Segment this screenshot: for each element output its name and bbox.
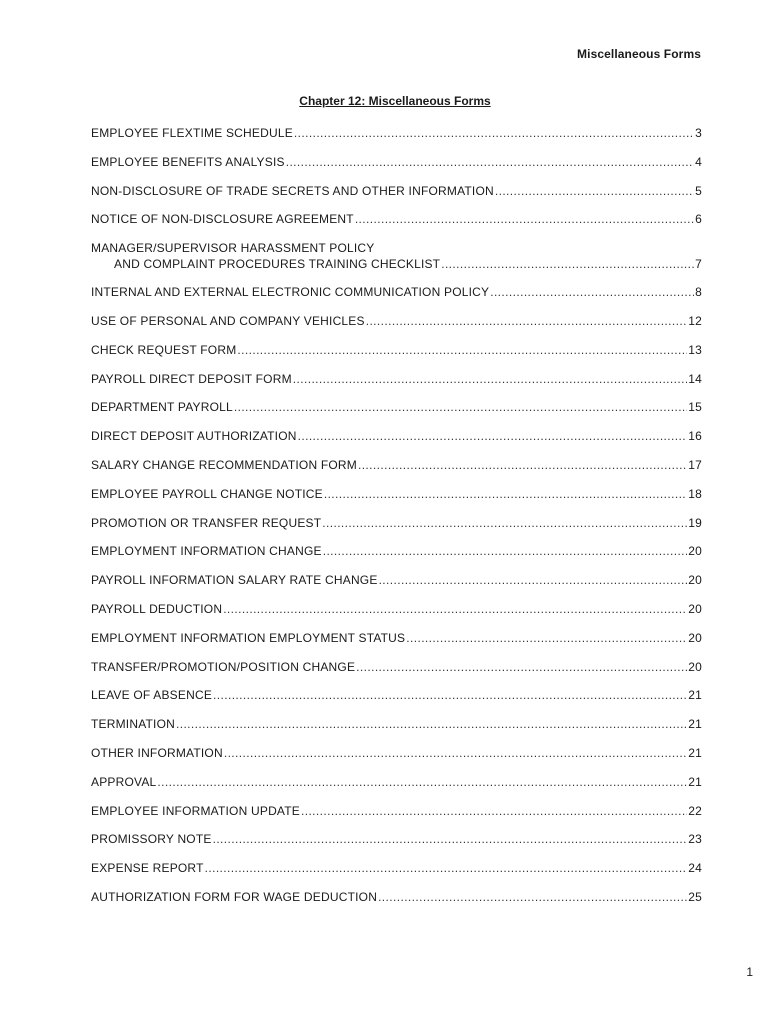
toc-entry-expense-report[interactable] (91, 861, 702, 876)
toc-entry-page: 15 (688, 400, 702, 415)
toc-entry-page: 16 (688, 429, 702, 444)
dot-leader (234, 400, 687, 415)
toc-entry-title: INTERNAL AND EXTERNAL ELECTRONIC COMMUNICATION POLICY (91, 285, 490, 300)
dot-leader (237, 343, 687, 358)
toc-entry-title: LEAVE OF ABSENCE (91, 688, 213, 703)
toc-entry-promotion-transfer-request[interactable] (91, 516, 702, 531)
toc-entry-approval[interactable] (91, 775, 702, 790)
toc-entry-page: 4 (695, 154, 702, 169)
toc-entry-page: 20 (688, 544, 702, 559)
dot-leader (205, 861, 688, 876)
page-number: 1 (746, 965, 753, 979)
toc-entry-page: 25 (688, 889, 702, 904)
dot-leader (298, 429, 688, 444)
dot-leader (356, 660, 687, 675)
dot-leader (224, 746, 687, 761)
toc-entry-employment-information-change[interactable] (91, 544, 702, 559)
dot-leader (223, 602, 687, 617)
toc-entry-leave-of-absence[interactable] (91, 688, 702, 703)
toc-entry-employee-flextime-schedule[interactable] (91, 126, 702, 141)
toc-entry-page: 3 (695, 126, 702, 140)
toc-entry-page: 21 (688, 688, 702, 703)
toc-entry-title: EMPLOYMENT INFORMATION EMPLOYMENT STATUS (91, 630, 406, 645)
toc-entry-title: PAYROLL DEDUCTION (91, 601, 223, 616)
toc-entry-title: NON-DISCLOSURE OF TRADE SECRETS AND OTHER INFORMATION (91, 183, 494, 198)
toc-entry-title: EMPLOYEE PAYROLL CHANGE NOTICE (91, 486, 323, 501)
dot-leader (355, 212, 694, 227)
dot-leader (379, 573, 688, 588)
toc-entry-title: PROMISSORY NOTE (91, 832, 212, 847)
toc-entry-payroll-direct-deposit-form[interactable] (91, 372, 702, 387)
dot-leader (495, 184, 694, 199)
dot-leader (293, 372, 687, 387)
toc-entry-title: PAYROLL INFORMATION SALARY RATE CHANGE (91, 573, 378, 588)
toc-entry-title: MANAGER/SUPERVISOR HARASSMENT POLICY (91, 241, 375, 256)
toc-entry-title: PAYROLL DIRECT DEPOSIT FORM (91, 371, 292, 386)
toc-entry-termination[interactable] (91, 717, 702, 732)
toc-entry-employment-status[interactable] (91, 631, 702, 646)
table-of-contents (91, 126, 702, 919)
toc-entry-non-disclosure-trade-secrets[interactable] (91, 184, 702, 199)
toc-entry-page: 20 (688, 601, 702, 616)
toc-entry-promissory-note[interactable] (91, 832, 702, 847)
toc-entry-page: 13 (688, 342, 702, 357)
toc-entry-other-information[interactable] (91, 746, 702, 761)
dot-leader (378, 890, 687, 905)
toc-entry-title: EXPENSE REPORT (91, 861, 204, 876)
toc-entry-page: 22 (688, 803, 702, 818)
toc-entry-title: DIRECT DEPOSIT AUTHORIZATION (91, 429, 297, 444)
toc-entry-use-of-vehicles[interactable] (91, 314, 702, 329)
toc-entry-page: 20 (688, 573, 702, 588)
toc-entry-page: 18 (688, 486, 702, 501)
toc-entry-title: PROMOTION OR TRANSFER REQUEST (91, 515, 322, 530)
toc-entry-title: OTHER INFORMATION (91, 745, 223, 760)
toc-entry-employee-information-update[interactable] (91, 804, 702, 819)
toc-entry-page: 23 (688, 832, 702, 847)
toc-entry-page: 5 (695, 183, 702, 198)
toc-entry-page: 12 (688, 313, 702, 328)
toc-entry-title: SALARY CHANGE RECOMMENDATION FORM (91, 457, 357, 472)
toc-entry-department-payroll[interactable] (91, 400, 702, 415)
dot-leader (324, 487, 687, 502)
dot-leader (301, 804, 687, 819)
dot-leader (441, 257, 694, 272)
dot-leader (323, 544, 688, 559)
toc-entry-title: EMPLOYMENT INFORMATION CHANGE (91, 544, 322, 559)
dot-leader (406, 631, 687, 646)
toc-entry-payroll-deduction[interactable] (91, 602, 702, 617)
dot-leader (176, 717, 687, 732)
toc-entry-page: 21 (688, 774, 702, 789)
toc-entry-page: 14 (688, 371, 702, 386)
toc-entry-salary-change-recommendation[interactable] (91, 458, 702, 473)
toc-entry-title: TERMINATION (91, 717, 175, 732)
toc-entry-title: TRANSFER/PROMOTION/POSITION CHANGE (91, 659, 356, 674)
dot-leader (294, 126, 694, 141)
dot-leader (366, 314, 688, 329)
toc-entry-title: USE OF PERSONAL AND COMPANY VEHICLES (91, 313, 365, 328)
toc-entry-title: DEPARTMENT PAYROLL (91, 400, 233, 415)
toc-entry-harassment-policy-checklist[interactable] (91, 241, 702, 272)
toc-entry-page: 6 (695, 212, 702, 227)
chapter-title: Chapter 12: Miscellaneous Forms (299, 94, 491, 108)
dot-leader (358, 458, 687, 473)
toc-entry-title: EMPLOYEE BENEFITS ANALYSIS (91, 154, 285, 169)
toc-entry-wage-deduction-authorization[interactable] (91, 890, 702, 905)
toc-entry-title: APPROVAL (91, 774, 157, 789)
toc-entry-title: CHECK REQUEST FORM (91, 342, 237, 357)
toc-entry-title: NOTICE OF NON-DISCLOSURE AGREEMENT (91, 212, 354, 227)
toc-entry-page: 17 (688, 457, 702, 472)
toc-entry-page: 20 (688, 630, 702, 645)
running-header: Miscellaneous Forms (577, 47, 701, 61)
toc-entry-page: 21 (688, 745, 702, 760)
dot-leader (286, 155, 694, 170)
toc-entry-page: 19 (688, 515, 702, 530)
toc-entry-page: 20 (688, 659, 702, 674)
toc-entry-title-continued: AND COMPLAINT PROCEDURES TRAINING CHECKLIST (114, 257, 441, 272)
dot-leader (213, 688, 687, 703)
toc-entry-payroll-salary-rate-change[interactable] (91, 573, 702, 588)
toc-entry-page: 21 (688, 717, 702, 732)
dot-leader (157, 775, 687, 790)
toc-entry-notice-non-disclosure-agreement[interactable] (91, 212, 702, 227)
toc-entry-electronic-communication-policy[interactable] (91, 285, 702, 300)
toc-entry-title: EMPLOYEE FLEXTIME SCHEDULE (91, 126, 293, 140)
toc-entry-page: 24 (688, 861, 702, 876)
dot-leader (322, 516, 687, 531)
dot-leader (213, 832, 688, 847)
toc-entry-page: 7 (695, 257, 702, 272)
toc-entry-transfer-promotion-position[interactable] (91, 660, 702, 675)
toc-entry-employee-benefits-analysis[interactable] (91, 155, 702, 170)
toc-entry-page: 8 (695, 285, 702, 300)
dot-leader (490, 285, 694, 300)
toc-entry-title: EMPLOYEE INFORMATION UPDATE (91, 803, 300, 818)
toc-entry-direct-deposit-authorization[interactable] (91, 429, 702, 444)
toc-entry-title: AUTHORIZATION FORM FOR WAGE DEDUCTION (91, 889, 378, 904)
toc-entry-employee-payroll-change-notice[interactable] (91, 487, 702, 502)
toc-entry-check-request-form[interactable] (91, 343, 702, 358)
